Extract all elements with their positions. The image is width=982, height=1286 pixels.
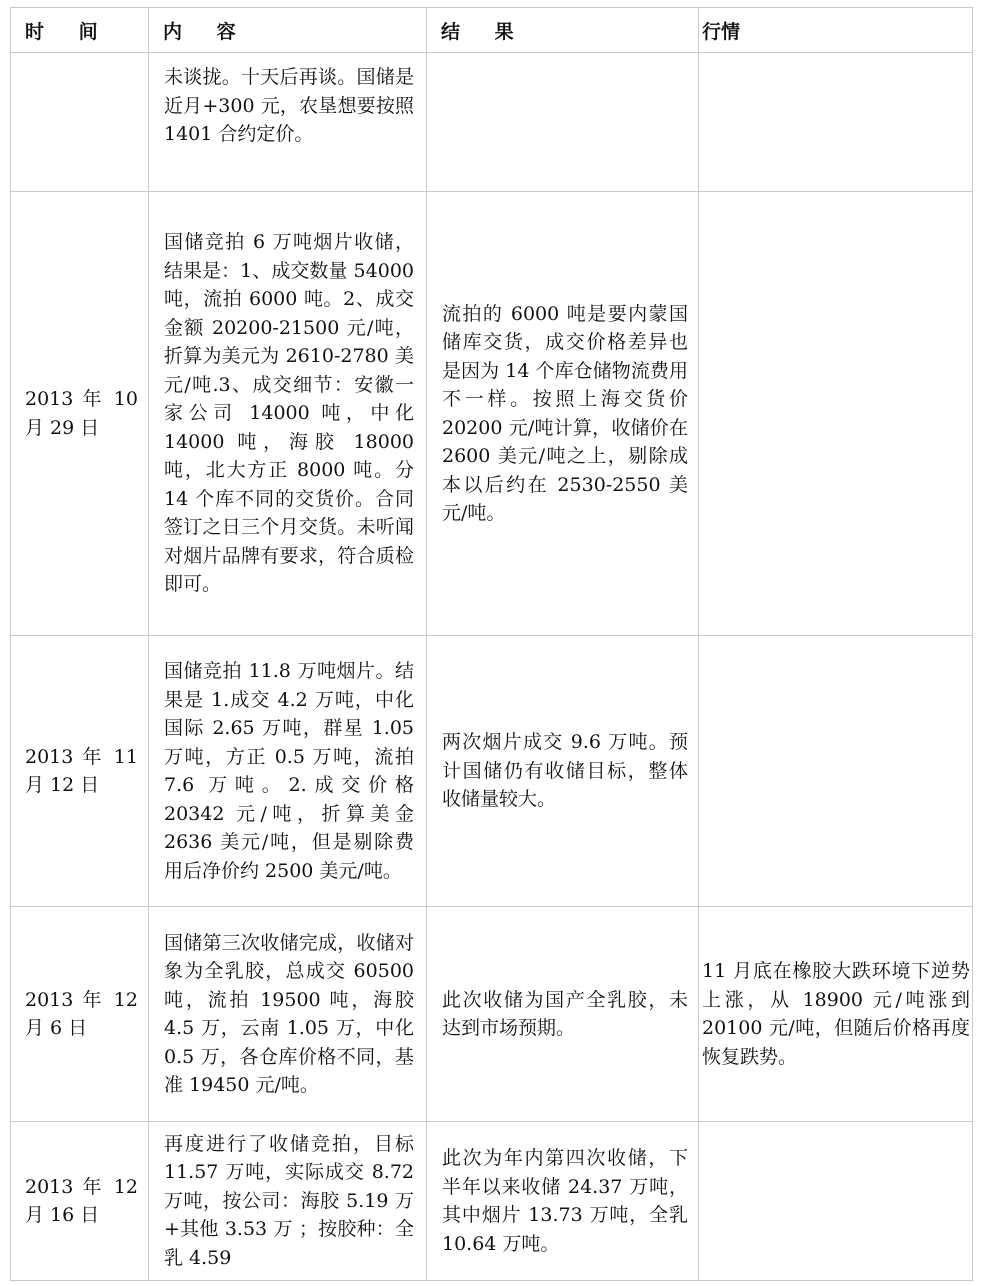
header-market: 行情: [699, 8, 973, 53]
cell-content: [149, 636, 427, 907]
header-content: 内 容: [149, 8, 427, 53]
cell-time: [11, 907, 149, 1122]
time-text: 2013 年 10 月 29 日: [25, 388, 138, 439]
cell-result: [427, 1122, 699, 1281]
cell-time: [11, 1122, 149, 1281]
header-result: 结 果: [427, 8, 699, 53]
table-row: [11, 907, 973, 1122]
cell-time: [11, 53, 149, 192]
cell-market: [699, 1122, 973, 1281]
auction-table: [10, 7, 973, 1281]
table-row: [11, 53, 973, 192]
cell-result: [427, 53, 699, 192]
cell-content: [149, 192, 427, 636]
table-row: [11, 1122, 973, 1281]
cell-market: [699, 907, 973, 1122]
content-text: 再度进行了收储竞拍，目标 11.57 万吨，实际成交 8.72 万吨，按公司：海胶 5.19 万+其他 3.53 万 ；按胶种：全乳 4.59: [164, 1132, 414, 1269]
cell-time: [11, 192, 149, 636]
content-text: 国储竞拍 11.8 万吨烟片。结果是 1.成交 4.2 万吨，中化国际 2.65 万吨，群星 1.05 万吨，方正 0.5 万吨，流拍 7.6 万吨。2.成交价格 20342 元/吨，折算美金 2636 美元/吨，但是剔除费用后净价约 2500 美元/吨。: [164, 660, 414, 882]
result-text: 流拍的 6000 吨是要内蒙国储库交货，成交价格差异也是因为 14 个库仓储物流费用不一样。按照上海交货价 20200 元/吨计算，收储价在 2600 美元/吨之上，剔除成本以后约在 2530-2550 美元/吨。: [442, 302, 688, 524]
table-header-row: [11, 8, 973, 53]
cell-content: [149, 1122, 427, 1281]
content-text: 国储竞拍 6 万吨烟片收储，结果是：1、成交数量 54000 吨，流拍 6000 吨。2、成交金额 20200-21500 元/吨，折算为美元为 2610-2780 美元/吨.3、成交细节：安徽一家公司 14000 吨，中化 14000 吨，海胶 18000 吨，北大方正 8000 吨。分 14 个库不同的交货价。合同签订之日三个月交货。未听闻对烟片品牌有要求，符合质检即可。: [164, 231, 414, 596]
cell-content: [149, 907, 427, 1122]
content-text: 未谈拢。十天后再谈。国储是近月+300 元，农垦想要按照 1401 合约定价。: [164, 66, 414, 145]
result-text: 此次为年内第四次收储，下半年以来收储 24.37 万吨，其中烟片 13.73 万吨，全乳 10.64 万吨。: [442, 1147, 688, 1255]
cell-time: [11, 636, 149, 907]
cell-market: [699, 192, 973, 636]
time-text: 2013 年 12 月 16 日: [25, 1175, 138, 1226]
cell-result: [427, 907, 699, 1122]
time-text: 2013 年 12 月 6 日: [25, 988, 138, 1039]
header-time: 时 间: [11, 8, 149, 53]
cell-result: [427, 192, 699, 636]
cell-market: [699, 636, 973, 907]
cell-content: [149, 53, 427, 192]
market-text: 11 月底在橡胶大跌环境下逆势上涨，从 18900 元/吨涨到 20100 元/吨，但随后价格再度恢复跌势。: [702, 960, 970, 1068]
table-row: [11, 636, 973, 907]
table-row: [11, 192, 973, 636]
time-text: 2013 年 11 月 12 日: [25, 745, 138, 796]
cell-result: [427, 636, 699, 907]
cell-market: [699, 53, 973, 192]
result-text: 此次收储为国产全乳胶，未达到市场预期。: [442, 988, 688, 1039]
content-text: 国储第三次收储完成，收储对象为全乳胶，总成交 60500 吨，流拍 19500 吨，海胶 4.5 万，云南 1.05 万，中化 0.5 万，各仓库价格不同，基准 19450 元/吨。: [164, 931, 414, 1096]
result-text: 两次烟片成交 9.6 万吨。预计国储仍有收储目标，整体收储量较大。: [442, 731, 688, 811]
